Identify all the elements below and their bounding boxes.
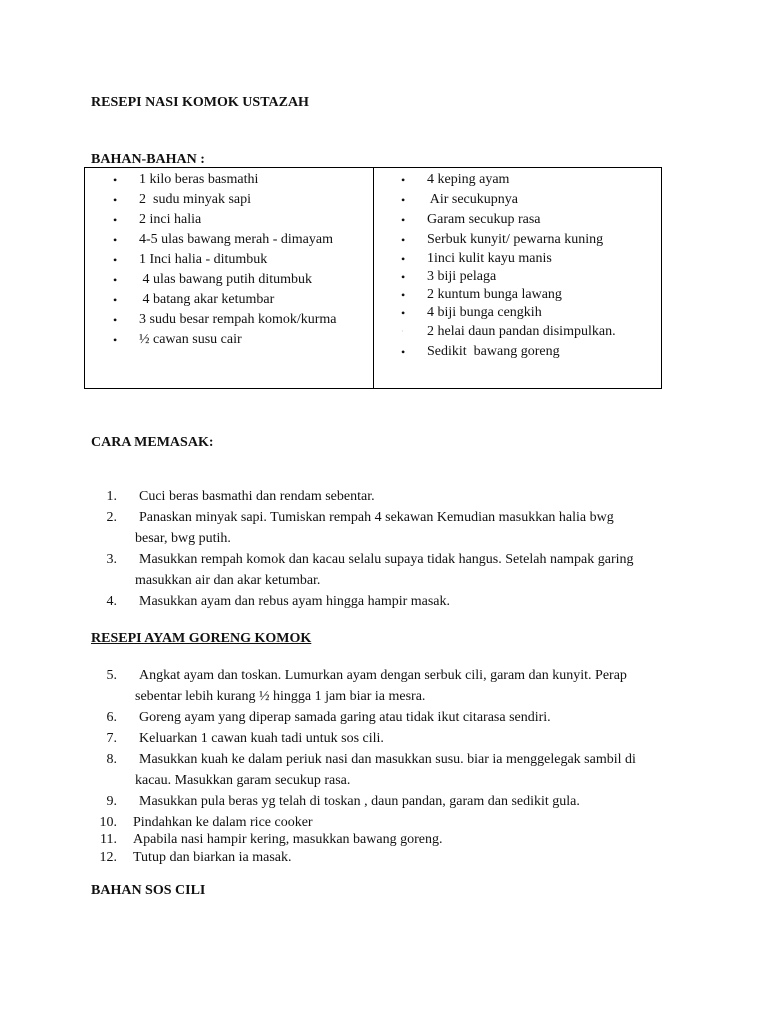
step-text: Panaskan minyak sapi. Tumiskan rempah 4 sekawan Kemudian masukkan halia bwg xyxy=(139,510,614,525)
sauce-heading: BAHAN SOS CILI xyxy=(91,883,206,898)
bullet-icon: • xyxy=(113,193,118,207)
bullet-icon: • xyxy=(113,293,118,307)
step-number: 7. xyxy=(106,731,117,746)
ingredient-text: 1 Inci halia - ditumbuk xyxy=(139,252,268,267)
bullet-icon: • xyxy=(401,288,406,302)
step-number: 4. xyxy=(106,594,117,609)
bullet-icon: • xyxy=(113,173,118,187)
bullet-icon: • xyxy=(401,270,406,284)
step-text: Masukkan ayam dan rebus ayam hingga hampir masak. xyxy=(139,594,451,609)
ayam-steps xyxy=(99,666,703,866)
step-text: Keluarkan 1 cawan kuah tadi untuk sos cili. xyxy=(139,731,384,746)
step-text: Pindahkan ke dalam rice cooker xyxy=(133,815,313,830)
bullet-icon: • xyxy=(113,273,118,287)
ingredient-text: Garam secukup rasa xyxy=(427,212,541,227)
step-text: sebentar lebih kurang ½ hingga 1 jam biar ia mesra. xyxy=(135,689,426,704)
ingredient-text: Serbuk kunyit/ pewarna kuning xyxy=(427,232,604,247)
step-number: 10. xyxy=(99,815,117,830)
bullet-icon: · xyxy=(401,327,404,336)
ingredient-text: 2 inci halia xyxy=(139,212,202,227)
ingredient-text: 4-5 ulas bawang merah - dimayam xyxy=(139,232,333,247)
step-text: Masukkan rempah komok dan kacau selalu supaya tidak hangus. Setelah nampak garing xyxy=(139,552,634,567)
step-number: 3. xyxy=(106,552,117,567)
step-text: Angkat ayam dan toskan. Lumurkan ayam dengan serbuk cili, garam dan kunyit. Perap xyxy=(139,668,627,683)
ingredients-table xyxy=(84,167,662,389)
bullet-icon: • xyxy=(401,213,406,227)
bullet-icon: • xyxy=(113,233,118,247)
step-number: 5. xyxy=(106,668,117,683)
step-number: 2. xyxy=(106,510,117,525)
step-number: 11. xyxy=(100,832,117,847)
ingredient-text: 2 sudu minyak sapi xyxy=(139,192,251,207)
method-heading: CARA MEMASAK: xyxy=(91,435,214,450)
ingredient-text: 2 helai daun pandan disimpulkan. xyxy=(427,324,616,339)
step-text: masukkan air dan akar ketumbar. xyxy=(135,573,321,588)
bullet-icon: • xyxy=(113,253,118,267)
ayam-goreng-heading: RESEPI AYAM GORENG KOMOK xyxy=(91,631,312,646)
recipe-title: RESEPI NASI KOMOK USTAZAH xyxy=(91,95,309,110)
ingredient-text: 2 kuntum bunga lawang xyxy=(427,287,562,302)
table-divider xyxy=(373,168,374,388)
ingredient-text: 4 batang akar ketumbar xyxy=(139,292,275,307)
step-number: 8. xyxy=(106,752,117,767)
step-number: 1. xyxy=(106,489,117,504)
step-text: Masukkan kuah ke dalam periuk nasi dan masukkan susu. biar ia menggelegak sambil di xyxy=(139,752,636,767)
ingredient-text: 3 sudu besar rempah komok/kurma xyxy=(139,312,337,327)
step-text: Cuci beras basmathi dan rendam sebentar. xyxy=(139,489,375,504)
step-text: kacau. Masukkan garam secukup rasa. xyxy=(135,773,351,788)
ingredient-text: ½ cawan susu cair xyxy=(139,332,242,347)
step-text: Apabila nasi hampir kering, masukkan bawang goreng. xyxy=(133,832,443,847)
ingredient-text: Sedikit bawang goreng xyxy=(427,344,560,359)
method-steps xyxy=(103,487,703,617)
step-number: 6. xyxy=(106,710,117,725)
ingredients-heading: BAHAN-BAHAN : xyxy=(91,152,205,167)
step-number: 9. xyxy=(106,794,117,809)
bullet-icon: • xyxy=(401,252,406,266)
bullet-icon: • xyxy=(401,193,406,207)
ingredient-text: 1 kilo beras basmathi xyxy=(139,172,259,187)
bullet-icon: • xyxy=(401,345,406,359)
ingredient-text: 4 keping ayam xyxy=(427,172,510,187)
bullet-icon: • xyxy=(113,313,118,327)
bullet-icon: • xyxy=(113,213,118,227)
step-text: besar, bwg putih. xyxy=(135,531,231,546)
ingredient-text: 1inci kulit kayu manis xyxy=(427,251,552,266)
step-text: Masukkan pula beras yg telah di toskan , daun pandan, garam dan sedikit gula. xyxy=(139,794,580,809)
step-text: Tutup dan biarkan ia masak. xyxy=(133,850,292,865)
ingredient-text: 4 ulas bawang putih ditumbuk xyxy=(139,272,313,287)
ingredient-text: Air secukupnya xyxy=(427,192,518,207)
bullet-icon: • xyxy=(113,333,118,347)
step-text: Goreng ayam yang diperap samada garing atau tidak ikut citarasa sendiri. xyxy=(139,710,551,725)
ingredient-text: 4 biji bunga cengkih xyxy=(427,305,542,320)
bullet-icon: • xyxy=(401,173,406,187)
bullet-icon: • xyxy=(401,306,406,320)
bullet-icon: • xyxy=(401,233,406,247)
step-number: 12. xyxy=(99,850,117,865)
ingredient-text: 3 biji pelaga xyxy=(427,269,497,284)
